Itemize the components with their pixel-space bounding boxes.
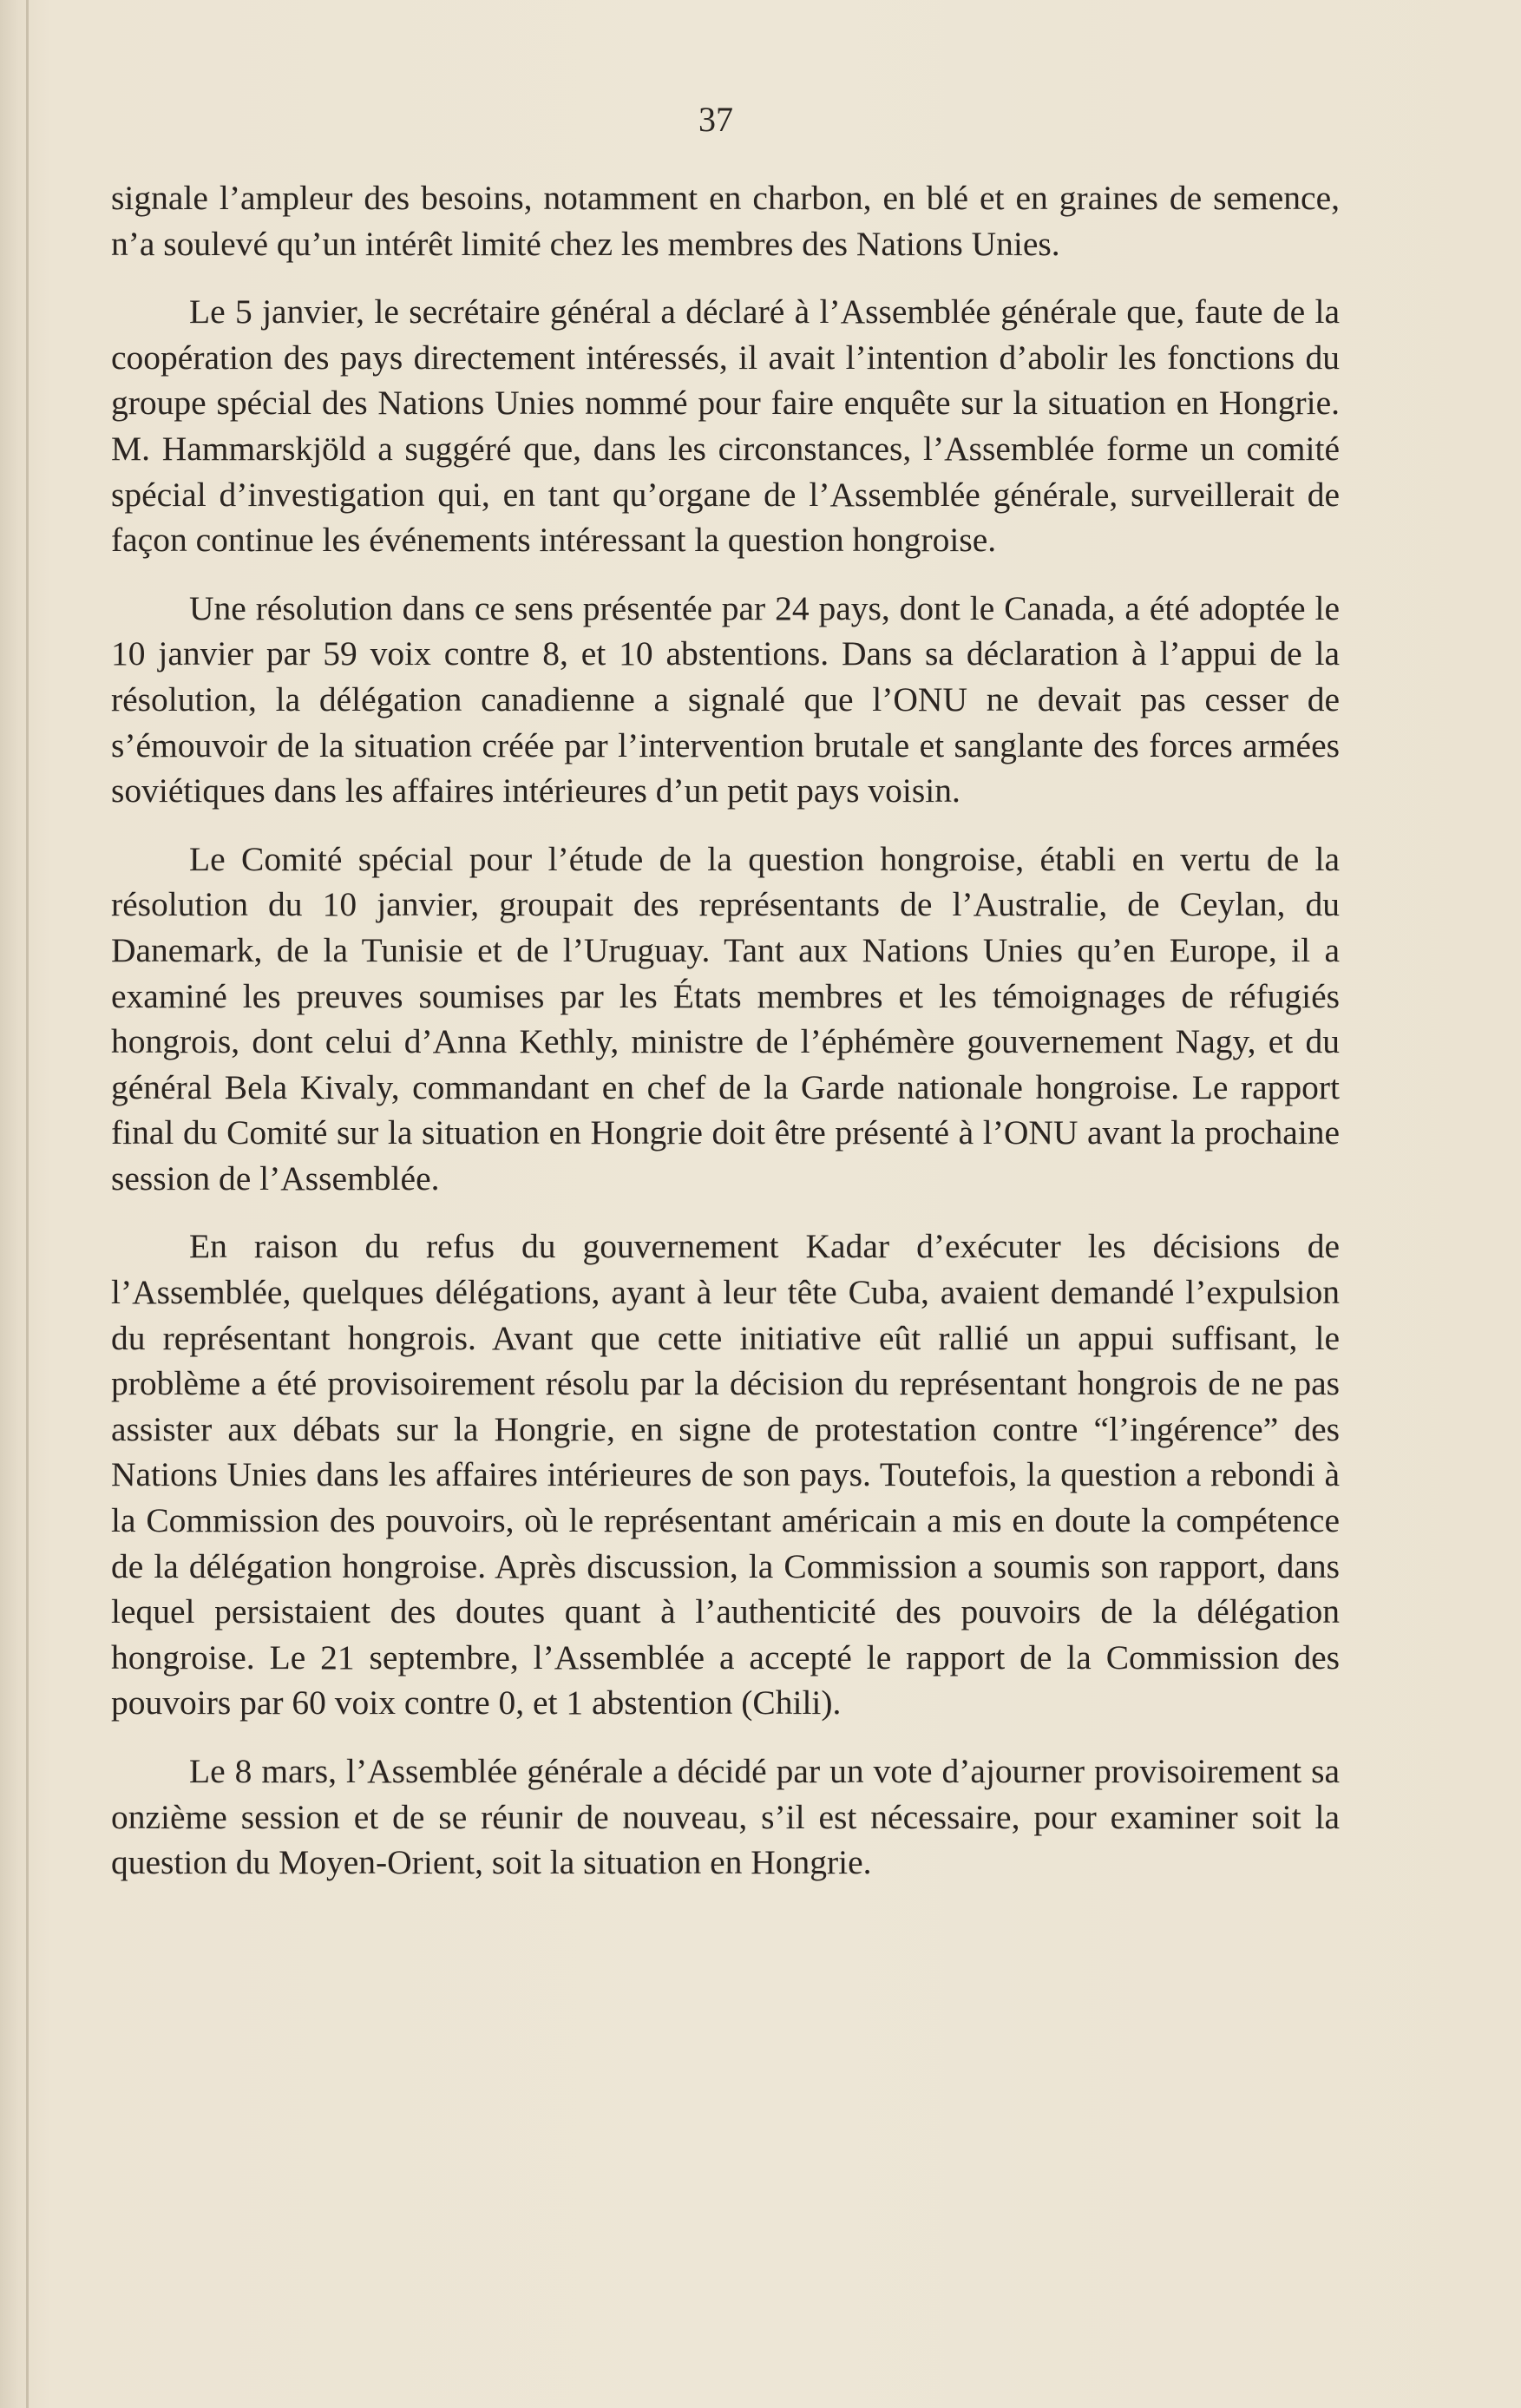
paragraph-2: Le 5 janvier, le secrétaire général a déclaré à l’Assemblée générale que, faute de la coopération des pays directement intéressés, il avait l’intention d’abolir les fonctions du groupe spécial des Nations Unies nommé pour faire enquête sur la situation en Hongrie. M. Hammarskjöld a suggéré que, dans les circonstances, l’Assemblée forme un comité spécial d’investigation qui, en tant qu’organe de l’Assemblée générale, surveillerait de façon continue les événements intéressant la question hongroise. bbox=[111, 292, 1340, 560]
page-number: 37 bbox=[698, 100, 733, 139]
paragraph-5: En raison du refus du gouvernement Kadar d’exécuter les décisions de l’Assemblée, quelques délégations, ayant à leur tête Cuba, avaient demandé l’expulsion du représentant hongrois. Avant que cette initiative eût rallié un appui suffisant, le problème a été provisoirement résolu par la décision du représentant hongrois de ne pas assister aux débats sur la Hongrie, en signe de protestation contre “l’ingérence” des Nations Unies dans les affaires intérieures de son pays. Toutefois, la question a rebondi à la Commission des pouvoirs, où le représentant américain a mis en doute la compétence de la délégation hongroise. Après discussion, la Commission a soumis son rapport, dans lequel persistaient des doutes quant à l’authenticité des pouvoirs de la délégation hongroise. Le 21 septembre, l’Assemblée a accepté le rapport de la Commission des pouvoirs par 60 voix contre 0, et 1 abstention (Chili). bbox=[111, 1227, 1340, 1722]
binding-gutter bbox=[26, 0, 29, 2408]
paragraph-1: signale l’ampleur des besoins, notamment en charbon, en blé et en graines de semence, n’a soulevé qu’un intérêt limité chez les membres des Nations Unies. bbox=[111, 179, 1340, 263]
body-text bbox=[111, 175, 1340, 1908]
paragraph-6: Le 8 mars, l’Assemblée générale a décidé par un vote d’ajourner provisoirement sa onzième session et de se réunir de nouveau, s’il est nécessaire, pour examiner soit la question du Moyen-Orient, soit la situation en Hongrie. bbox=[111, 1752, 1340, 1882]
paragraph-3: Une résolution dans ce sens présentée par 24 pays, dont le Canada, a été adoptée le 10 janvier par 59 voix contre 8, et 10 abstentions. Dans sa déclaration à l’appui de la résolution, la délégation canadienne a signalé que l’ONU ne devait pas cesser de s’émouvoir de la situation créée par l’intervention brutale et sanglante des forces armées soviétiques dans les affaires intérieures d’un petit pays voisin. bbox=[111, 588, 1340, 810]
paragraph-4: Le Comité spécial pour l’étude de la question hongroise, établi en vertu de la résolution du 10 janvier, groupait des représentants de l’Australie, de Ceylan, du Danemark, de la Tunisie et de l’Uruguay. Tant aux Nations Unies qu’en Europe, il a examiné les preuves soumises par les États membres et les témoignages de réfugiés hongrois, dont celui d’Anna Kethly, ministre de l’éphémère gouvernement Nagy, et du général Bela Kivaly, commandant en chef de la Garde nationale hongroise. Le rapport final du Comité sur la situation en Hongrie doit être présenté à l’ONU avant la prochaine session de l’Assemblée. bbox=[111, 839, 1340, 1197]
